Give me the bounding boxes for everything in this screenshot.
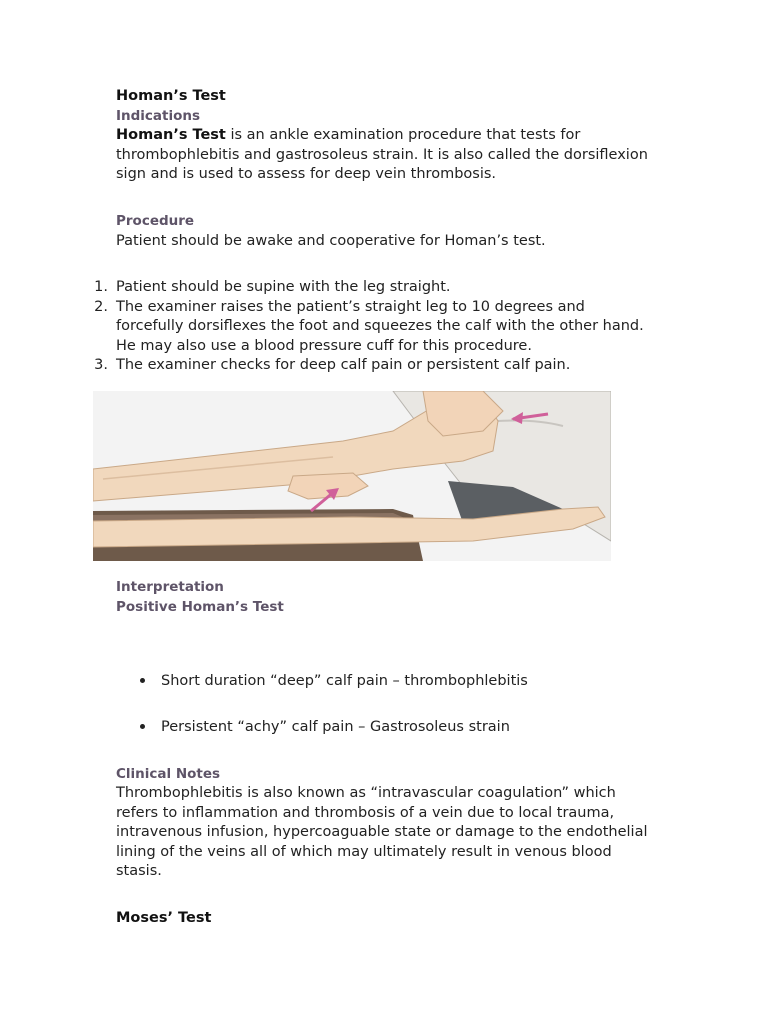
bullet-dot-icon (140, 678, 145, 683)
list-number: 2. (94, 298, 108, 315)
list-item (90, 278, 650, 298)
indications-text: is an ankle examination procedure that tests for thrombophlebitis and gastrosoleus strain. It is also called the dorsiflexion sign and is used to assess for deep vein thrombosis. (116, 127, 648, 183)
positive-heading: Positive Homan’s Test (116, 599, 284, 615)
list-text: The examiner checks for deep calf pain or persistent calf pain. (116, 357, 571, 374)
bullet-item (140, 673, 528, 689)
list-number: 3. (94, 357, 108, 374)
indications-bold-term: Homan’s Test (116, 127, 226, 143)
indications-paragraph (116, 126, 651, 185)
bullet-dot-icon (140, 724, 145, 729)
list-text: Patient should be supine with the leg straight. (116, 279, 451, 295)
list-text: The examiner raises the patient’s straight leg to 10 degrees and forcefully dorsiflexes the foot and squeezes the calf with the other hand. He may also use a blood pressure cuff for this procedure. (116, 298, 644, 354)
page-title: Homan’s Test (116, 88, 226, 104)
bullet-text: Persistent “achy” calf pain – Gastrosoleus strain (161, 719, 510, 735)
procedure-heading: Procedure (116, 213, 195, 229)
procedure-intro: Patient should be awake and cooperative for Homan’s test. (116, 233, 546, 249)
bullet-text: Short duration “deep” calf pain – thrombophlebitis (161, 673, 528, 689)
homans-test-illustration (93, 391, 611, 561)
interpretation-heading: Interpretation (116, 579, 224, 595)
bullet-item (140, 719, 510, 735)
list-number: 1. (94, 279, 108, 295)
list-item (90, 356, 650, 376)
list-item (90, 298, 650, 357)
clinical-notes-paragraph: Thrombophlebitis is also known as “intravascular coagulation” which refers to inflammation and thrombosis of a vein due to local trauma, intravenous infusion, hypercoaguable state or damage to the endothelial lining of the veins all of which may ultimately result in venous blood stasis. (116, 785, 648, 880)
indications-heading: Indications (116, 108, 201, 124)
procedure-steps (90, 278, 650, 376)
clinical-notes-heading: Clinical Notes (116, 766, 221, 782)
next-section-title: Moses’ Test (116, 910, 212, 926)
